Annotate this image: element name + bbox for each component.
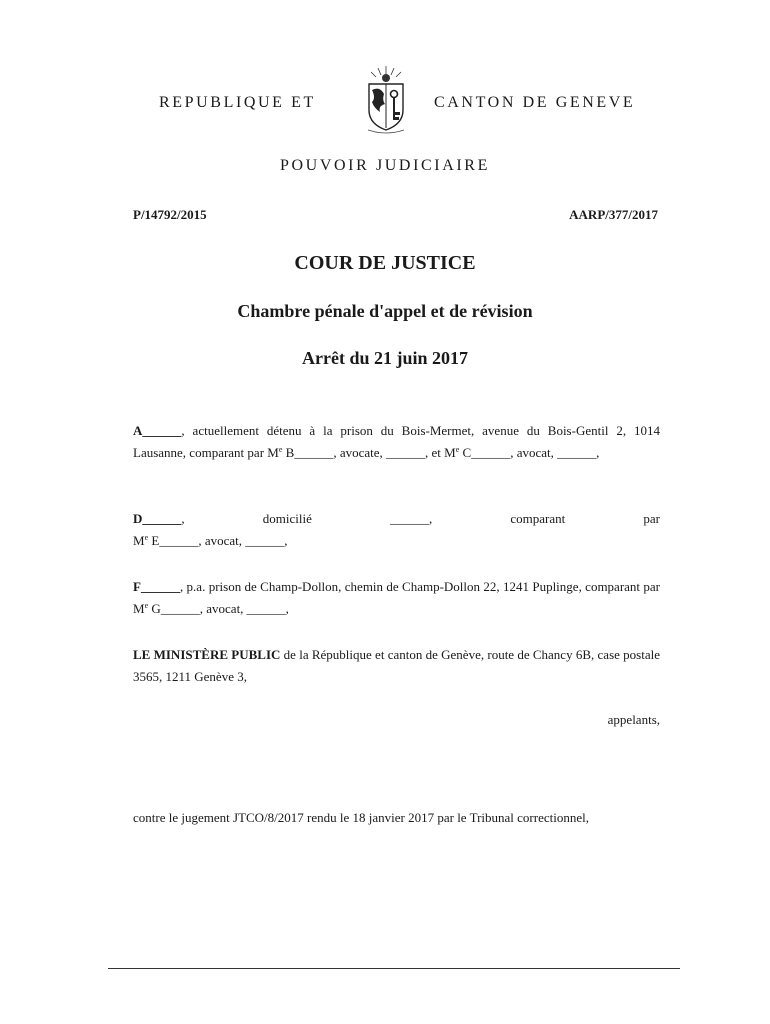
party-d-line2 bbox=[133, 530, 660, 552]
party-d-par: par bbox=[643, 511, 660, 526]
ministere-public-paragraph bbox=[133, 644, 660, 688]
judgment-date: Arrêt du 21 juin 2017 bbox=[302, 348, 468, 368]
party-f-end: G______, avocat, ______, bbox=[148, 601, 289, 616]
party-a-name: A______ bbox=[133, 423, 182, 438]
decision-number: AARP/377/2017 bbox=[569, 207, 658, 222]
party-d-m: M bbox=[133, 533, 145, 548]
party-d-sup: e bbox=[144, 533, 149, 542]
court-title: COUR DE JUSTICE bbox=[294, 252, 476, 274]
geneva-coat-of-arms-icon bbox=[360, 64, 412, 136]
party-d-paragraph bbox=[133, 508, 660, 552]
party-f-paragraph bbox=[133, 576, 660, 620]
party-d-comma: , bbox=[181, 511, 185, 526]
party-a-sup2: e bbox=[455, 445, 460, 454]
pouvoir-judiciaire: POUVOIR JUDICIAIRE bbox=[280, 157, 490, 174]
party-a-sup1: e bbox=[278, 445, 283, 454]
party-f-name: F______ bbox=[133, 579, 180, 594]
party-a-end: C______, avocat, ______, bbox=[459, 445, 600, 460]
party-d-domicile: domicilié bbox=[262, 511, 312, 526]
party-a-text: , actuellement détenu à la prison du Bois-Mermet, avenue du Bois-Gentil 2, 1014 Lausanne, comparant par M bbox=[133, 423, 660, 460]
party-d-line1 bbox=[133, 508, 660, 530]
party-a-paragraph bbox=[133, 420, 660, 464]
case-number: P/14792/2015 bbox=[133, 207, 207, 222]
ministere-public-text: de la République et canton de Genève, route de Chancy 6B, case postale 3565, 1211 Genève 3, bbox=[133, 647, 660, 684]
footer-rule bbox=[108, 968, 680, 969]
appelants-label: appelants, bbox=[607, 712, 660, 727]
header-left: REPUBLIQUE ET bbox=[159, 94, 316, 111]
party-d-comparant: comparant bbox=[510, 511, 566, 526]
header-right: CANTON DE GENEVE bbox=[434, 94, 636, 111]
ministere-public-name: LE MINISTÈRE PUBLIC bbox=[133, 647, 281, 662]
party-f-text: , p.a. prison de Champ-Dollon, chemin de Champ-Dollon 22, 1241 Puplinge, comparant par M bbox=[133, 579, 660, 616]
party-a-mid: B______, avocate, ______, et M bbox=[282, 445, 456, 460]
party-d-address: ______, bbox=[390, 511, 433, 526]
party-d-name: D______ bbox=[133, 511, 182, 526]
chamber-title: Chambre pénale d'appel et de révision bbox=[237, 301, 533, 321]
party-d-lawyer: E______, avocat, ______, bbox=[148, 533, 288, 548]
party-f-sup: e bbox=[144, 601, 149, 610]
contre-paragraph: contre le jugement JTCO/8/2017 rendu le 18 janvier 2017 par le Tribunal correctionnel, bbox=[133, 810, 589, 825]
